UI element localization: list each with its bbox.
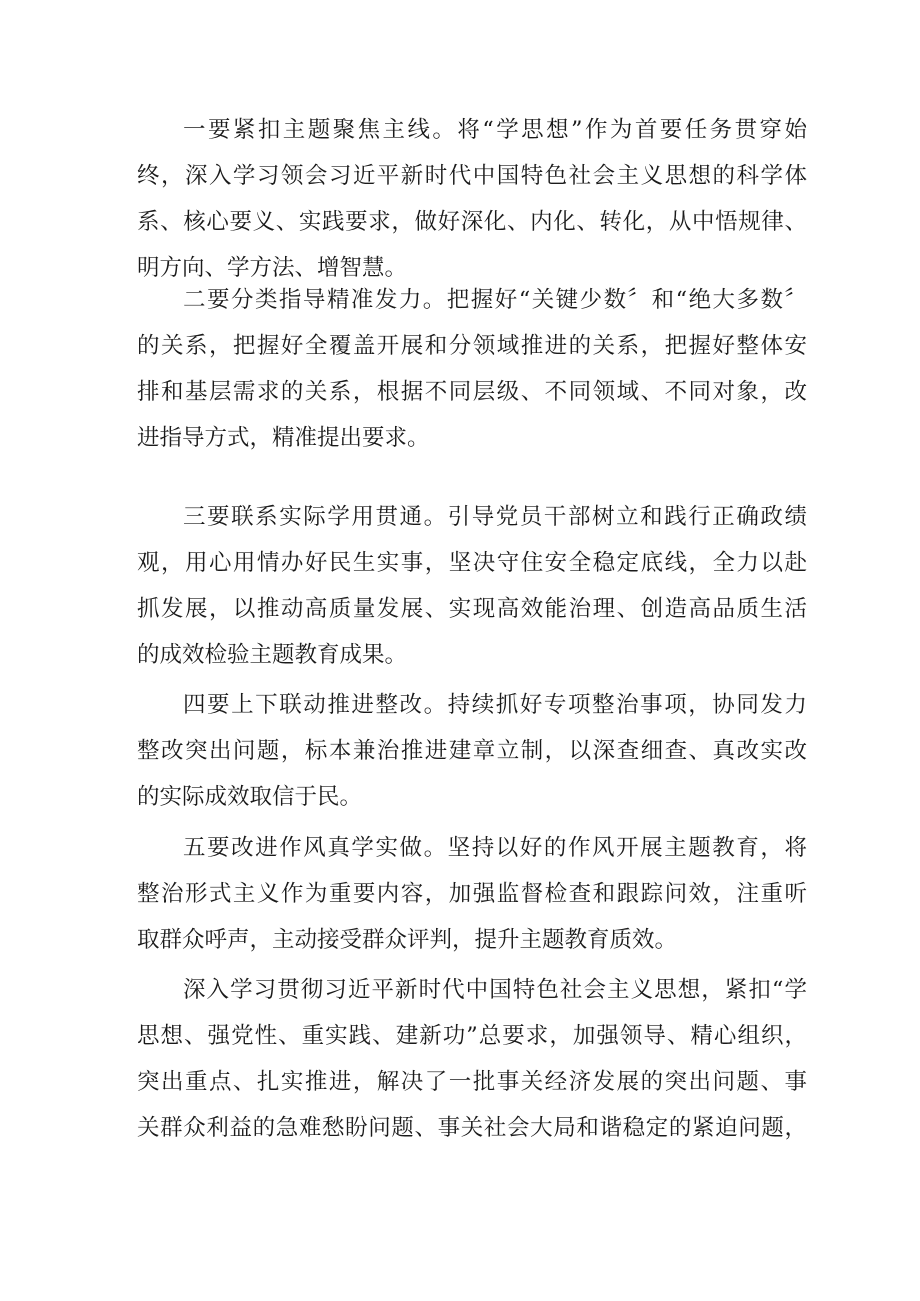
paragraph-line: 深入学习贯彻习近平新时代中国特色社会主义思想，紧扣“学	[183, 977, 807, 1003]
paragraph-line: 整治形式主义作为重要内容，加强监督检查和跟踪问效，注重听	[137, 881, 807, 907]
paragraph-line: 关群众利益的急难愁盼问题、事关社会大局和谐稳定的紧迫问题，	[137, 1115, 807, 1141]
paragraph-line: 进指导方式，精准提出要求。	[137, 425, 430, 451]
paragraph-line: 三要联系实际学用贯通。引导党员干部树立和践行正确政绩	[183, 504, 807, 530]
paragraph-1-focus-main-line	[137, 107, 807, 291]
paragraph-line: 思想、强党性、重实践、建新功”总要求，加强领导、精心组织，	[137, 1023, 807, 1049]
paragraph-line: 的成效检验主题教育成果。	[137, 642, 408, 668]
paragraph-5-work-style	[137, 825, 807, 963]
paragraph-line: 系、核心要义、实践要求，做好深化、内化、转化，从中悟规律、	[137, 209, 807, 235]
paragraph-line: 抓发展，以推动高质量发展、实现高效能治理、创造高品质生活	[137, 596, 807, 622]
paragraph-line: 突出重点、扎实推进，解决了一批事关经济发展的突出问题、事	[137, 1069, 807, 1095]
paragraph-3-link-practice	[137, 494, 807, 678]
paragraph-2-classified-guidance	[137, 277, 807, 461]
paragraph-line: 的实际成效取信于民。	[137, 784, 363, 810]
paragraph-line: 观，用心用情办好民生实事，坚决守住安全稳定底线，全力以赴	[137, 550, 807, 576]
paragraph-line: 明方向、学方法、增智慧。	[137, 255, 408, 281]
paragraph-4-rectification	[137, 682, 807, 820]
paragraph-6-summary	[137, 967, 807, 1151]
paragraph-line: 五要改进作风真学实做。坚持以好的作风开展主题教育，将	[183, 835, 807, 861]
paragraph-line: 排和基层需求的关系，根据不同层级、不同领域、不同对象，改	[137, 379, 807, 405]
paragraph-line: 四要上下联动推进整改。持续抓好专项整治事项，协同发力	[183, 692, 807, 718]
paragraph-line: 整改突出问题，标本兼治推进建章立制，以深查细查、真改实改	[137, 738, 807, 764]
paragraph-line: 一要紧扣主题聚焦主线。将“学思想”作为首要任务贯穿始	[183, 117, 807, 143]
paragraph-line: 取群众呼声，主动接受群众评判，提升主题教育质效。	[137, 927, 678, 953]
paragraph-line: 终，深入学习领会习近平新时代中国特色社会主义思想的科学体	[137, 163, 807, 189]
paragraph-line: 的关系，把握好全覆盖开展和分领域推进的关系，把握好整体安	[137, 333, 807, 359]
paragraph-line: 二要分类指导精准发力。把握好“关键少数〞和“绝大多数〞	[183, 287, 807, 313]
